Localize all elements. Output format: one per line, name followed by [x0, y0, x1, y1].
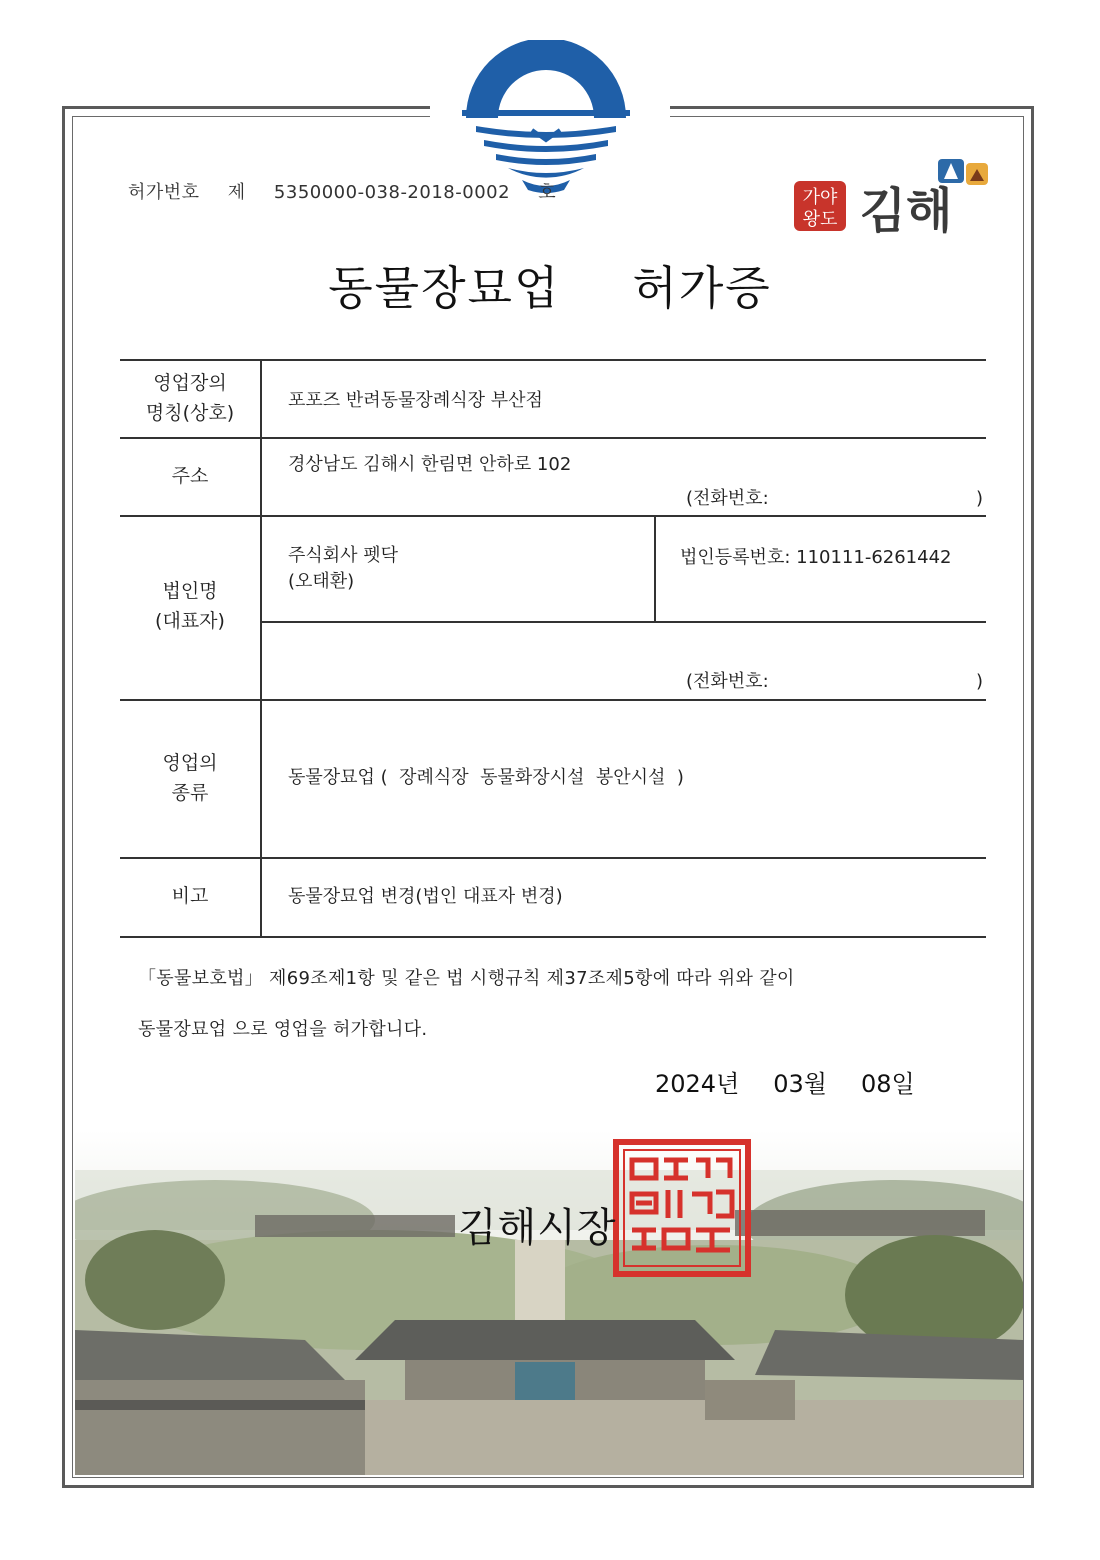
issue-date-month: 03월: [773, 1070, 827, 1098]
remarks-value: 동물장묘업 변경(법인 대표자 변경): [288, 886, 563, 907]
official-seal-icon: [612, 1138, 752, 1278]
address-value: 경상남도 김해시 한림면 안하로 102: [288, 454, 572, 475]
permit-number-suffix: 호: [538, 182, 557, 203]
palace-courtyard-background-image: [75, 1130, 1023, 1475]
business-type-label: 영업의 종류: [162, 752, 218, 804]
gimhae-brand-logo: [788, 155, 996, 240]
corporation-name: 주식회사 펫닥: [288, 545, 399, 566]
permit-number: [128, 178, 556, 204]
issue-date: [655, 1064, 915, 1099]
table-top-border: [120, 359, 986, 361]
svg-text:김해: 김해: [859, 183, 953, 239]
title-part-1: 동물장묘업: [328, 261, 561, 315]
table-row-divider: [120, 857, 986, 859]
document-title: [0, 252, 1100, 318]
table-row-divider: [120, 437, 986, 439]
issuer-name: 김해시장: [458, 1205, 617, 1251]
corporation-representative: (오태환): [288, 571, 355, 592]
address-phone-label: (전화번호:: [686, 488, 769, 509]
svg-text:왕도: 왕도: [802, 209, 838, 230]
table-bottom-border: [120, 936, 986, 938]
table-row-divider: [120, 699, 986, 701]
remarks-label: 비고: [171, 885, 209, 907]
law-basis-line-1: 「동물보호법」 제69조제1항 및 같은 법 시행규칙 제37조제5항에 따라 위와 같이: [138, 968, 795, 989]
law-basis-line-2: 동물장묘업 으로 영업을 허가합니다.: [138, 1019, 428, 1040]
title-part-2: 허가증: [632, 261, 772, 315]
corporation-registration-number: 법인등록번호: 110111-6261442: [680, 547, 952, 568]
table-row-divider: [261, 621, 986, 623]
permit-number-label: 허가번호: [128, 182, 200, 203]
corporation-phone-label: (전화번호:: [686, 671, 769, 692]
corporation-label: 법인명 (대표자): [155, 580, 225, 632]
table-row-divider: [120, 515, 986, 517]
permit-number-prefix: 제: [227, 182, 246, 203]
business-name-value: 포포즈 반려동물장례식장 부산점: [288, 390, 543, 411]
issue-date-day: 08일: [861, 1070, 915, 1098]
table-label-column-divider: [260, 359, 262, 937]
city-emblem-icon: [462, 40, 630, 198]
business-name-label: 영업장의 명칭(상호): [145, 372, 235, 424]
address-label: 주소: [171, 465, 209, 487]
corporation-phone-close: ): [976, 671, 984, 692]
address-phone-close: ): [976, 488, 984, 509]
svg-text:가야: 가야: [802, 187, 838, 208]
issue-date-year: 2024년: [655, 1070, 740, 1098]
business-type-value: 동물장묘업 ( 장례식장 동물화장시설 봉안시설 ): [288, 767, 684, 788]
table-reg-column-divider: [654, 515, 656, 622]
permit-number-value: 5350000-038-2018-0002: [273, 182, 511, 203]
